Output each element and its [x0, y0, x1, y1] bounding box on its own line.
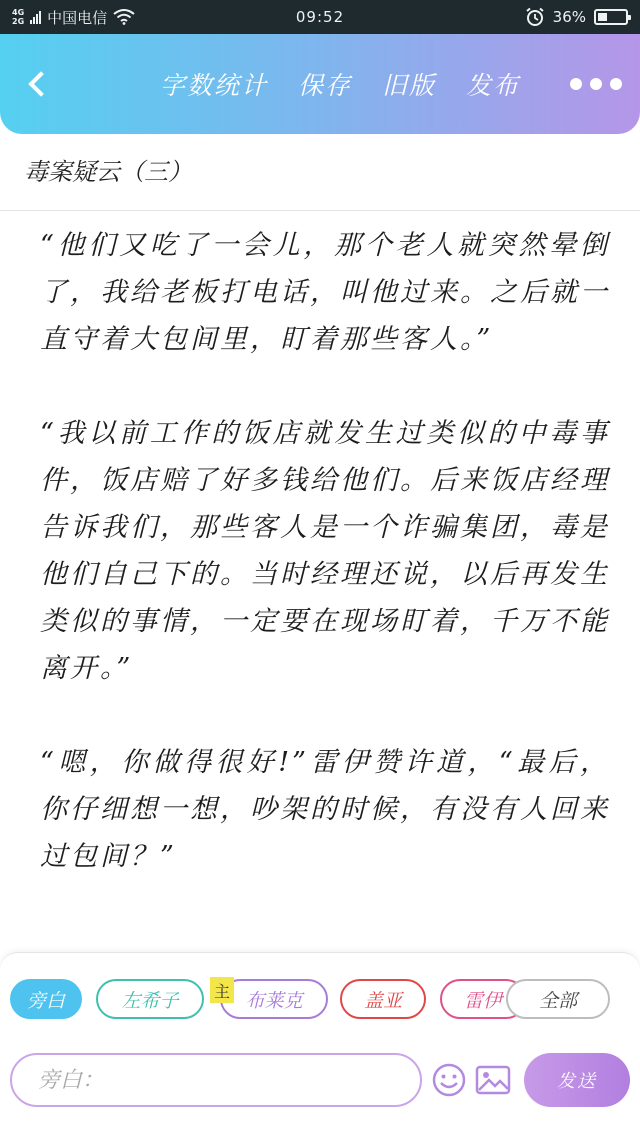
dialogue-input[interactable] [10, 1053, 422, 1107]
paragraph[interactable]: “嗯，你做得很好!”雷伊赞许道，“最后，你仔细想一想，吵架的时候，有没有人回来过包间？” [40, 747, 610, 872]
network-bottom: 2G [12, 17, 25, 26]
clock: 09:52 [295, 8, 345, 26]
network-top: 4G [12, 8, 25, 17]
status-right [525, 7, 628, 27]
signal-icon [30, 10, 41, 24]
role-all[interactable]: 全部 [506, 979, 610, 1019]
status-left [12, 7, 135, 28]
toolbar-actions [160, 34, 520, 134]
main-role-badge: 主 [210, 977, 234, 1003]
old-version-button[interactable]: 旧版 [382, 71, 437, 100]
paragraph[interactable]: “他们又吃了一会儿，那个老人就突然晕倒了，我给老板打电话，叫他过来。之后就一直守着大包间里，盯着那些客人。” [40, 230, 610, 355]
battery-level [598, 13, 607, 21]
image-icon[interactable] [474, 1061, 512, 1099]
role-selector [10, 977, 630, 1021]
role-blake[interactable]: 布莱克 [220, 979, 328, 1019]
role-zuoxizi[interactable]: 左希子 [96, 979, 204, 1019]
more-dots-icon[interactable] [570, 74, 622, 94]
battery-icon [594, 9, 628, 25]
top-toolbar [0, 34, 640, 134]
role-gaia[interactable]: 盖亚 [340, 979, 426, 1019]
alarm-icon [525, 7, 545, 27]
status-bar [0, 0, 640, 34]
role-narrator[interactable]: 旁白 [10, 979, 82, 1019]
wifi-icon [113, 9, 135, 25]
story-content[interactable] [40, 222, 610, 927]
paragraph[interactable]: “我以前工作的饭店就发生过类似的中毒事件，饭店赔了好多钱给他们。后来饭店经理告诉我们，那些客人是一个诈骗集团，毒是他们自己下的。当时经理还说，以后再发生类似的事情，一定要在现场盯着，千万不能离开。” [40, 418, 610, 684]
composer [10, 1053, 630, 1107]
word-count-button[interactable]: 字数统计 [160, 71, 269, 100]
dialogue-panel [0, 952, 640, 1138]
network-type [12, 8, 24, 26]
chapter-title[interactable]: 毒案疑云（三） [24, 158, 192, 186]
save-button[interactable]: 保存 [298, 71, 353, 100]
send-button[interactable]: 发送 [524, 1053, 630, 1107]
carrier-name: 中国电信 [47, 8, 108, 27]
role-leiyi[interactable]: 雷伊 [440, 979, 526, 1019]
chevron-left-icon[interactable] [18, 64, 58, 104]
publish-button[interactable]: 发布 [466, 71, 521, 100]
battery-percent: 36% [552, 8, 586, 26]
title-divider [0, 210, 640, 211]
emoji-icon[interactable] [430, 1061, 468, 1099]
